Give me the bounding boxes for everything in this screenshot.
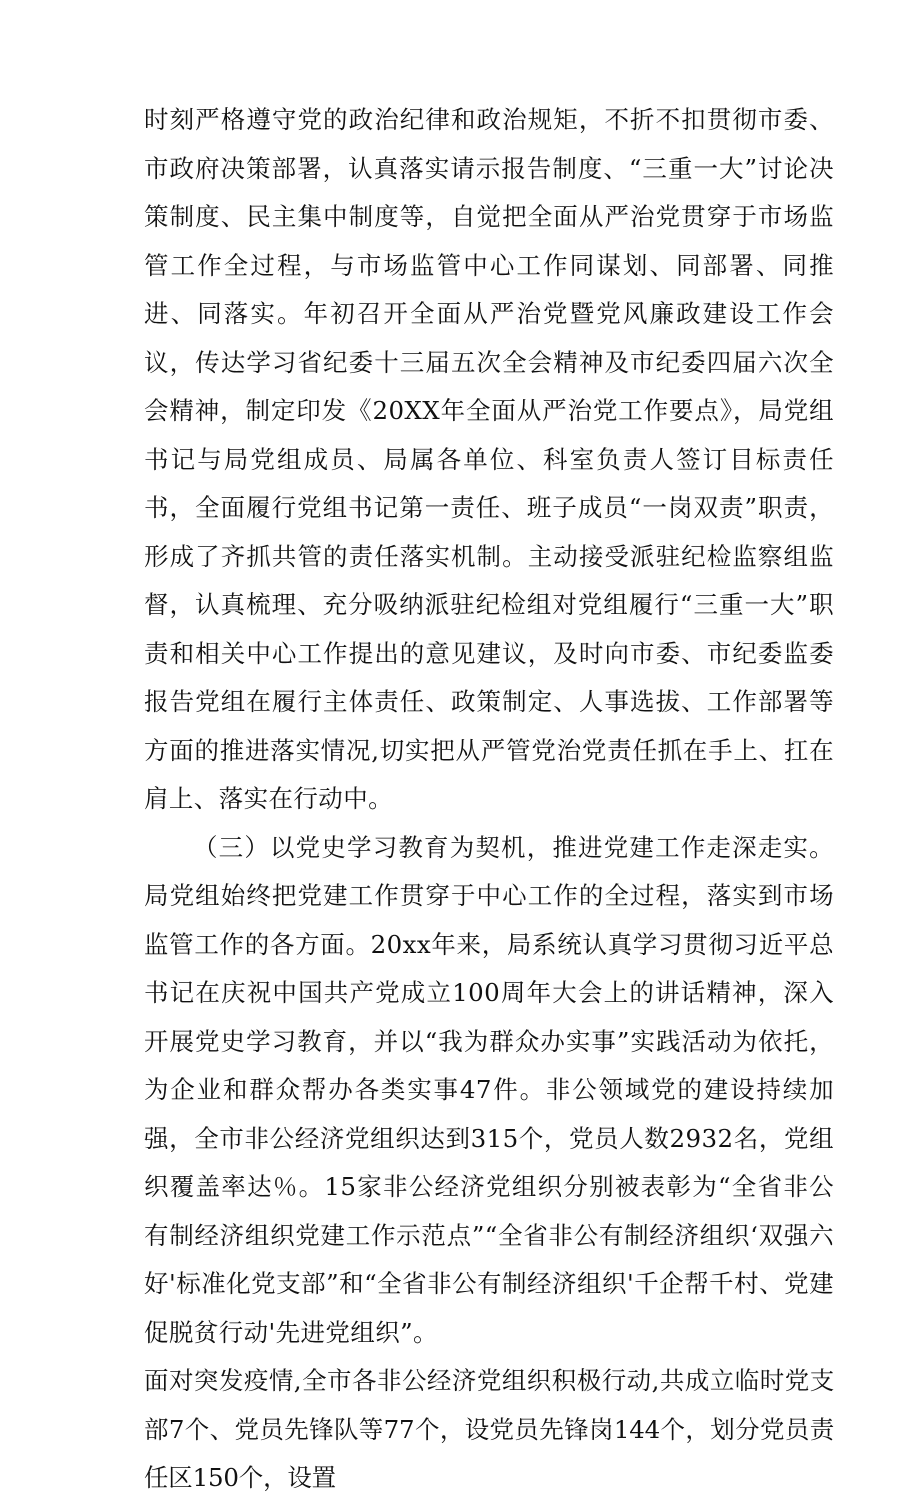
paragraph-party-history-education: （三）以党史学习教育为契机，推进党建工作走深走实。局党组始终把党建工作贯穿于中心工作的全过程，落实到市场监管工作的各方面。20xx年来，局系统认真学习贯彻习近平总书记在庆祝中国共产党成立100周年大会上的讲话精神，深入开展党史学习教育，并以“我为群众办实事”实践活动为依托，为企业和群众帮办各类实事47件。非公领域党的建设持续加强，全市非公经济党组织达到315个，党员人数2932名，党组织覆盖率达％。15家非公经济党组织分别被表彰为“全省非公有制经济组织党建工作示范点”“全省非公有制经济组织‘双强六好'标准化党支部”和“全省非公有制经济组织'千企帮千村、党建促脱贫行动'先进党组织”。 [144,832,834,1347]
paragraph-party-discipline: 时刻严格遵守党的政治纪律和政治规矩，不折不扣贯彻市委、市政府决策部署，认真落实请示报告制度、“三重一大”讨论决策制度、民主集中制度等，自觉把全面从严治党贯穿于市场监管工作全过程，与市场监管中心工作同谋划、同部署、同推进、同落实。年初召开全面从严治党暨党风廉政建设工作会议，传达学习省纪委十三届五次全会精神及市纪委四届六次全会精神，制定印发《20XX年全面从严治党工作要点》，局党组书记与局党组成员、局属各单位、科室负责人签订目标责任书，全面履行党组书记第一责任、班子成员“一岗双责”职责，形成了齐抓共管的责任落实机制。主动接受派驻纪检监察组监督，认真梳理、充分吸纳派驻纪检组对党组履行“三重一大”职责和相关中心工作提出的意见建议，及时向市委、市纪委监委报告党组在履行主体责任、政策制定、人事选拔、工作部署等方面的推进落实情况,切实把从严管党治党责任抓在手上、扛在肩上、落实在行动中。 [144,105,834,813]
paragraph-epidemic-response: 面对突发疫情,全市各非公经济党组织积极行动,共成立临时党支部7个、党员先锋队等77个，设党员先锋岗144个，划分党员责任区150个，设置 [144,1366,834,1492]
document-body [144,96,834,1503]
